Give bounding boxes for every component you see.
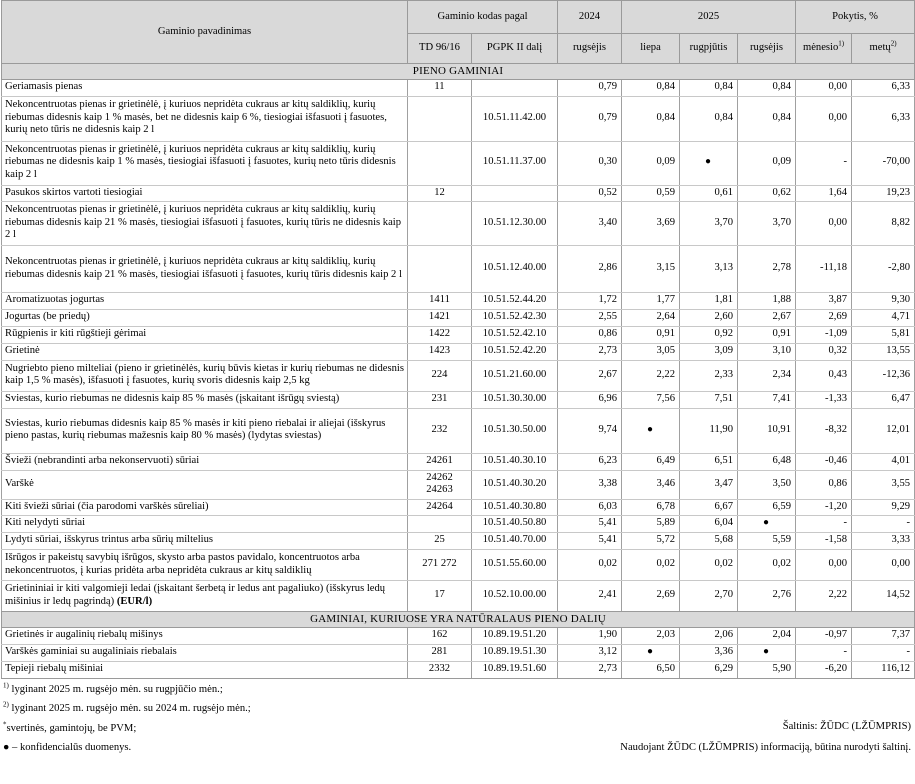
price-sep-2024-cell: 2,73 (558, 661, 622, 678)
table-row (2, 246, 915, 293)
change-year-cell: -2,80 (852, 246, 915, 293)
pgpk-code-cell: 10.89.19.51.60 (472, 661, 558, 678)
price-sep-2025-cell: 6,59 (738, 499, 796, 516)
price-sep-2025-cell: 1,88 (738, 293, 796, 310)
product-name-cell: Tepieji riebalų mišiniai (2, 661, 408, 678)
td-code-cell: 11 (408, 80, 472, 97)
td-code-cell: 12 (408, 185, 472, 202)
section-header (2, 612, 915, 628)
table-row (2, 661, 915, 678)
table-row (2, 470, 915, 499)
price-jul-2025-cell: 3,15 (622, 246, 680, 293)
price-aug-2025-cell: 0,84 (680, 96, 738, 141)
price-aug-2025-cell: 5,68 (680, 533, 738, 550)
td-code-cell: 25 (408, 533, 472, 550)
price-sep-2024-cell: 3,12 (558, 645, 622, 662)
change-month-cell: -1,20 (796, 499, 852, 516)
td-code-cell (408, 202, 472, 246)
table-row (2, 293, 915, 310)
price-sep-2025-cell: 10,91 (738, 408, 796, 453)
pgpk-code-cell: 10.51.52.42.10 (472, 326, 558, 343)
td-code-cell: 271 272 (408, 550, 472, 581)
price-sep-2025-cell: 3,70 (738, 202, 796, 246)
price-jul-2025-cell: 6,78 (622, 499, 680, 516)
change-year-cell: 9,30 (852, 293, 915, 310)
table-row (2, 391, 915, 408)
header-product-name: Gaminio pavadinimas (2, 1, 408, 64)
product-name-cell: Nekoncentruotas pienas ir grietinėlė, į kuriuos nepridėta cukraus ar kitų saldiklių, kurių riebumas didesnis kaip 21 % masės, tiesiogiai išfasuoti į fasuotes, kurių tūris ne didesnis kaip 2 l (2, 202, 408, 246)
price-aug-2025-cell: 6,51 (680, 453, 738, 470)
price-jul-2025-cell: 5,89 (622, 516, 680, 533)
pgpk-code-cell: 10.51.30.50.00 (472, 408, 558, 453)
header-code-group: Gaminio kodas pagal (408, 1, 558, 34)
dairy-price-table (1, 0, 915, 679)
change-year-cell: 6,47 (852, 391, 915, 408)
header-change: Pokytis, % (796, 1, 915, 34)
td-code-cell (408, 516, 472, 533)
change-month-cell: 2,22 (796, 581, 852, 612)
section-title: PIENO GAMINIAI (2, 64, 915, 80)
price-sep-2024-cell: 9,74 (558, 408, 622, 453)
table-row (2, 326, 915, 343)
change-year-cell: 3,33 (852, 533, 915, 550)
change-month-cell: 3,87 (796, 293, 852, 310)
change-year-cell: 4,71 (852, 310, 915, 327)
td-code-cell: 24262 24263 (408, 470, 472, 499)
pgpk-code-cell: 10.51.52.44.20 (472, 293, 558, 310)
change-month-cell: -1,33 (796, 391, 852, 408)
pgpk-code-cell: 10.51.11.37.00 (472, 141, 558, 185)
table-row (2, 499, 915, 516)
table-row (2, 310, 915, 327)
change-year-cell: 6,33 (852, 96, 915, 141)
section-header (2, 64, 915, 80)
price-sep-2024-cell: 0,30 (558, 141, 622, 185)
price-aug-2025-cell: 11,90 (680, 408, 738, 453)
table-row (2, 645, 915, 662)
section-title: GAMINIAI, KURIUOSE YRA NATŪRALAUS PIENO DALIŲ (2, 612, 915, 628)
price-aug-2025-cell: 3,70 (680, 202, 738, 246)
pgpk-code-cell: 10.51.40.50.80 (472, 516, 558, 533)
price-sep-2025-cell: 0,62 (738, 185, 796, 202)
header-pgpk-code: PGPK II dalį (472, 34, 558, 64)
price-sep-2025-cell: 5,90 (738, 661, 796, 678)
table-row (2, 343, 915, 360)
product-name-cell: Nekoncentruotas pienas ir grietinėlė, į kuriuos nepridėta cukraus ar kitų saldiklių, kurių riebumas didesnis kaip 21 % masės, tiesiogiai išfasuoti į fasuotes, kurių tūris didesnis kaip 2 l (2, 246, 408, 293)
change-month-cell: - (796, 141, 852, 185)
price-jul-2025-cell: 1,77 (622, 293, 680, 310)
table-body (2, 64, 915, 679)
table-row (2, 533, 915, 550)
product-name-cell: Nugriebto pieno milteliai (pieno ir grietinėlės, kurių būvis kietas ir kurių riebumas ne didesnis kaip 1,5 % masės), išfasuoti į fasuotes, kurių svoris didesnis kaip 2,5 kg (2, 360, 408, 391)
change-year-cell: 9,29 (852, 499, 915, 516)
price-aug-2025-cell: 3,47 (680, 470, 738, 499)
price-sep-2024-cell: 6,23 (558, 453, 622, 470)
product-name-cell: Kiti nelydyti sūriai (2, 516, 408, 533)
price-sep-2024-cell: 0,79 (558, 80, 622, 97)
product-name-cell: Varškė (2, 470, 408, 499)
price-sep-2025-cell: 0,84 (738, 96, 796, 141)
price-sep-2025-cell: 0,09 (738, 141, 796, 185)
product-name-cell: Grietininiai ir kiti valgomieji ledai (įskaitant šerbetą ir ledus ant pagaliuko) (išskyrus ledų mišinius ir ledų pagrindą) (EUR/l) (2, 581, 408, 612)
price-sep-2025-cell: 5,59 (738, 533, 796, 550)
change-month-cell: -6,20 (796, 661, 852, 678)
change-month-cell: 0,00 (796, 202, 852, 246)
price-sep-2025-cell: 2,67 (738, 310, 796, 327)
change-month-cell: 0,86 (796, 470, 852, 499)
header-jul-2025: liepa (622, 34, 680, 64)
table-row (2, 202, 915, 246)
footnote-weighted: *svertinės, gamintojų, be PVM; (3, 719, 137, 734)
table-row (2, 628, 915, 645)
change-year-cell: 0,00 (852, 550, 915, 581)
price-jul-2025-cell: 2,69 (622, 581, 680, 612)
price-sep-2025-cell: 2,76 (738, 581, 796, 612)
product-name-cell: Geriamasis pienas (2, 80, 408, 97)
footnote-month: $^{1)}$ lyginant 2025 m. rugsėjo mėn. su rugpjūčio mėn.; (3, 680, 223, 695)
product-name-cell: Grietinės ir augalinių riebalų mišinys (2, 628, 408, 645)
price-sep-2024-cell: 6,03 (558, 499, 622, 516)
change-year-cell: 14,52 (852, 581, 915, 612)
product-name-cell: Sviestas, kurio riebumas ne didesnis kaip 85 % masės (įskaitant išrūgų sviestą) (2, 391, 408, 408)
price-sep-2025-cell: 0,84 (738, 80, 796, 97)
table-row (2, 141, 915, 185)
price-jul-2025-cell: 0,91 (622, 326, 680, 343)
price-jul-2025-cell: 2,64 (622, 310, 680, 327)
header-change-year: metų$^{2)}$ (852, 34, 915, 64)
table-row (2, 185, 915, 202)
price-aug-2025-cell: 3,36 (680, 645, 738, 662)
change-year-cell: -12,36 (852, 360, 915, 391)
price-sep-2024-cell: 2,73 (558, 343, 622, 360)
price-jul-2025-cell: 3,46 (622, 470, 680, 499)
header-year-2025: 2025 (622, 1, 796, 34)
product-name-cell: Pasukos skirtos vartoti tiesiogiai (2, 185, 408, 202)
header-change-month: mėnesio$^{1)}$ (796, 34, 852, 64)
product-name-cell: Sviestas, kurio riebumas didesnis kaip 85 % masės ir kiti pieno riebalai ir aliejai (išskyrus pieno pastas, kurių riebumas mažesnis kaip 80 % masės) (lydytas sviestas) (2, 408, 408, 453)
product-name-cell: Lydyti sūriai, išskyrus trintus arba sūrių miltelius (2, 533, 408, 550)
price-aug-2025-cell: 1,81 (680, 293, 738, 310)
price-sep-2025-cell: ● (738, 645, 796, 662)
td-code-cell: 231 (408, 391, 472, 408)
pgpk-code-cell: 10.89.19.51.20 (472, 628, 558, 645)
product-name-cell: Nekoncentruotas pienas ir grietinėlė, į kuriuos nepridėta cukraus ar kitų saldiklių, kurių riebumas didesnis kaip 1 % masės, bet ne didesnis kaip 6 %, tiesiogiai išfasuoti į fasuotes, kurių neto tūris ne didesnis kaip 2 l (2, 96, 408, 141)
td-code-cell (408, 96, 472, 141)
price-sep-2024-cell: 5,41 (558, 533, 622, 550)
change-month-cell: 1,64 (796, 185, 852, 202)
table-row (2, 360, 915, 391)
td-code-cell: 1423 (408, 343, 472, 360)
header-td-code: TD 96/16 (408, 34, 472, 64)
product-name-cell: Grietinė (2, 343, 408, 360)
source-label: Šaltinis: ŽŪDC (LŽŪMPRIS) (782, 720, 911, 732)
change-year-cell: 7,37 (852, 628, 915, 645)
price-sep-2024-cell: 5,41 (558, 516, 622, 533)
change-month-cell: 0,00 (796, 550, 852, 581)
change-year-cell: 3,55 (852, 470, 915, 499)
td-code-cell: 281 (408, 645, 472, 662)
td-code-cell: 24261 (408, 453, 472, 470)
price-aug-2025-cell: 2,70 (680, 581, 738, 612)
price-sep-2025-cell: 6,48 (738, 453, 796, 470)
price-jul-2025-cell: ● (622, 645, 680, 662)
price-sep-2024-cell: 0,02 (558, 550, 622, 581)
price-jul-2025-cell: 2,22 (622, 360, 680, 391)
change-month-cell: -1,58 (796, 533, 852, 550)
price-aug-2025-cell: 2,60 (680, 310, 738, 327)
pgpk-code-cell: 10.51.11.42.00 (472, 96, 558, 141)
price-aug-2025-cell: 2,33 (680, 360, 738, 391)
pgpk-code-cell: 10.51.12.40.00 (472, 246, 558, 293)
td-code-cell: 2332 (408, 661, 472, 678)
price-sep-2024-cell: 2,86 (558, 246, 622, 293)
change-month-cell: - (796, 516, 852, 533)
td-code-cell: 24264 (408, 499, 472, 516)
price-sep-2025-cell: 2,04 (738, 628, 796, 645)
td-code-cell (408, 141, 472, 185)
product-name-cell: Kiti švieži sūriai (čia parodomi varškės sūreliai) (2, 499, 408, 516)
product-name-cell: Varškės gaminiai su augaliniais riebalais (2, 645, 408, 662)
price-sep-2025-cell: 0,91 (738, 326, 796, 343)
pgpk-code-cell: 10.89.19.51.30 (472, 645, 558, 662)
price-sep-2024-cell: 2,41 (558, 581, 622, 612)
change-month-cell: 0,00 (796, 96, 852, 141)
price-sep-2024-cell: 2,55 (558, 310, 622, 327)
table-header (2, 1, 915, 64)
change-month-cell: 0,43 (796, 360, 852, 391)
price-sep-2025-cell: 3,10 (738, 343, 796, 360)
pgpk-code-cell: 10.51.21.60.00 (472, 360, 558, 391)
header-aug-2025: rugpjūtis (680, 34, 738, 64)
price-aug-2025-cell: 2,06 (680, 628, 738, 645)
change-month-cell: 0,32 (796, 343, 852, 360)
price-sep-2025-cell: 0,02 (738, 550, 796, 581)
header-sep-2025: rugsėjis (738, 34, 796, 64)
change-month-cell: 2,69 (796, 310, 852, 327)
price-aug-2025-cell: ● (680, 141, 738, 185)
change-year-cell: 6,33 (852, 80, 915, 97)
footnote-confidential: ● – konfidencialūs duomenys. (3, 741, 132, 753)
price-jul-2025-cell: 3,69 (622, 202, 680, 246)
header-sep-2024: rugsėjis (558, 34, 622, 64)
pgpk-code-cell: 10.51.12.30.00 (472, 202, 558, 246)
pgpk-code-cell: 10.51.52.42.30 (472, 310, 558, 327)
pgpk-code-cell (472, 80, 558, 97)
price-jul-2025-cell: 7,56 (622, 391, 680, 408)
price-jul-2025-cell: 0,84 (622, 96, 680, 141)
table-row (2, 453, 915, 470)
price-sep-2025-cell: 3,50 (738, 470, 796, 499)
pgpk-code-cell: 10.51.52.42.20 (472, 343, 558, 360)
price-table-container (1, 0, 914, 753)
td-code-cell: 224 (408, 360, 472, 391)
header-year-2024: 2024 (558, 1, 622, 34)
price-jul-2025-cell: 0,02 (622, 550, 680, 581)
change-year-cell: 19,23 (852, 185, 915, 202)
change-month-cell: -8,32 (796, 408, 852, 453)
product-name-cell: Nekoncentruotas pienas ir grietinėlė, į kuriuos nepridėta cukraus ar kitų saldiklių, kurių riebumas ne didesnis kaip 1 % masės, tiesiogiai išfasuoti į fasuotes, kurių neto tūris didesnis kaip 2 l (2, 141, 408, 185)
change-month-cell: -1,09 (796, 326, 852, 343)
price-aug-2025-cell: 6,67 (680, 499, 738, 516)
price-sep-2025-cell: ● (738, 516, 796, 533)
td-code-cell: 17 (408, 581, 472, 612)
table-row (2, 408, 915, 453)
change-month-cell: -0,46 (796, 453, 852, 470)
price-jul-2025-cell: 2,03 (622, 628, 680, 645)
change-year-cell: - (852, 516, 915, 533)
price-sep-2025-cell: 2,34 (738, 360, 796, 391)
price-jul-2025-cell: 0,09 (622, 141, 680, 185)
table-row (2, 516, 915, 533)
change-month-cell: 0,00 (796, 80, 852, 97)
price-aug-2025-cell: 0,02 (680, 550, 738, 581)
change-year-cell: - (852, 645, 915, 662)
table-row (2, 96, 915, 141)
table-row (2, 581, 915, 612)
change-month-cell: -11,18 (796, 246, 852, 293)
product-name-cell: Jogurtas (be priedų) (2, 310, 408, 327)
td-code-cell: 1421 (408, 310, 472, 327)
price-sep-2024-cell: 3,38 (558, 470, 622, 499)
pgpk-code-cell: 10.51.55.60.00 (472, 550, 558, 581)
change-month-cell: -0,97 (796, 628, 852, 645)
price-aug-2025-cell: 3,13 (680, 246, 738, 293)
pgpk-code-cell: 10.51.40.30.20 (472, 470, 558, 499)
td-code-cell: 1422 (408, 326, 472, 343)
price-sep-2024-cell: 0,79 (558, 96, 622, 141)
change-year-cell: 8,82 (852, 202, 915, 246)
td-code-cell: 232 (408, 408, 472, 453)
price-aug-2025-cell: 7,51 (680, 391, 738, 408)
source-note: Naudojant ŽŪDC (LŽŪMPRIS) informaciją, būtina nurodyti šaltinį. (620, 741, 911, 753)
price-jul-2025-cell: ● (622, 408, 680, 453)
change-year-cell: 13,55 (852, 343, 915, 360)
price-sep-2024-cell: 1,90 (558, 628, 622, 645)
change-year-cell: -70,00 (852, 141, 915, 185)
td-code-cell: 1411 (408, 293, 472, 310)
change-year-cell: 12,01 (852, 408, 915, 453)
price-aug-2025-cell: 0,92 (680, 326, 738, 343)
price-jul-2025-cell: 6,49 (622, 453, 680, 470)
pgpk-code-cell: 10.51.40.30.80 (472, 499, 558, 516)
price-sep-2024-cell: 2,67 (558, 360, 622, 391)
price-jul-2025-cell: 6,50 (622, 661, 680, 678)
td-code-cell: 162 (408, 628, 472, 645)
pgpk-code-cell: 10.52.10.00.00 (472, 581, 558, 612)
price-jul-2025-cell: 0,84 (622, 80, 680, 97)
price-sep-2024-cell: 6,96 (558, 391, 622, 408)
price-jul-2025-cell: 3,05 (622, 343, 680, 360)
pgpk-code-cell: 10.51.40.30.10 (472, 453, 558, 470)
price-aug-2025-cell: 6,29 (680, 661, 738, 678)
td-code-cell (408, 246, 472, 293)
pgpk-code-cell: 10.51.40.70.00 (472, 533, 558, 550)
change-month-cell: - (796, 645, 852, 662)
price-sep-2025-cell: 7,41 (738, 391, 796, 408)
table-row (2, 80, 915, 97)
price-sep-2024-cell: 3,40 (558, 202, 622, 246)
price-jul-2025-cell: 0,59 (622, 185, 680, 202)
price-sep-2025-cell: 2,78 (738, 246, 796, 293)
unit-label: (EUR/l) (116, 595, 153, 607)
price-aug-2025-cell: 6,04 (680, 516, 738, 533)
product-name-cell: Aromatizuotas jogurtas (2, 293, 408, 310)
change-year-cell: 5,81 (852, 326, 915, 343)
change-year-cell: 4,01 (852, 453, 915, 470)
footnote-year: $^{2)}$ lyginant 2025 m. rugsėjo mėn. su 2024 m. rugsėjo mėn.; (3, 699, 251, 714)
product-name-cell: Išrūgos ir pakeistų savybių išrūgos, skysto arba pastos pavidalo, koncentruotos arba nekoncentruotos, į kurias pridėta arba nepridėta cukraus ar kitų saldiklių (2, 550, 408, 581)
price-sep-2024-cell: 0,86 (558, 326, 622, 343)
product-name-cell: Švieži (nebrandinti arba nekonservuoti) sūriai (2, 453, 408, 470)
price-aug-2025-cell: 0,84 (680, 80, 738, 97)
price-aug-2025-cell: 3,09 (680, 343, 738, 360)
price-jul-2025-cell: 5,72 (622, 533, 680, 550)
product-name-cell: Rūgpienis ir kiti rūgštieji gėrimai (2, 326, 408, 343)
price-sep-2024-cell: 1,72 (558, 293, 622, 310)
pgpk-code-cell: 10.51.30.30.00 (472, 391, 558, 408)
pgpk-code-cell (472, 185, 558, 202)
table-row (2, 550, 915, 581)
price-sep-2024-cell: 0,52 (558, 185, 622, 202)
price-aug-2025-cell: 0,61 (680, 185, 738, 202)
change-year-cell: 116,12 (852, 661, 915, 678)
